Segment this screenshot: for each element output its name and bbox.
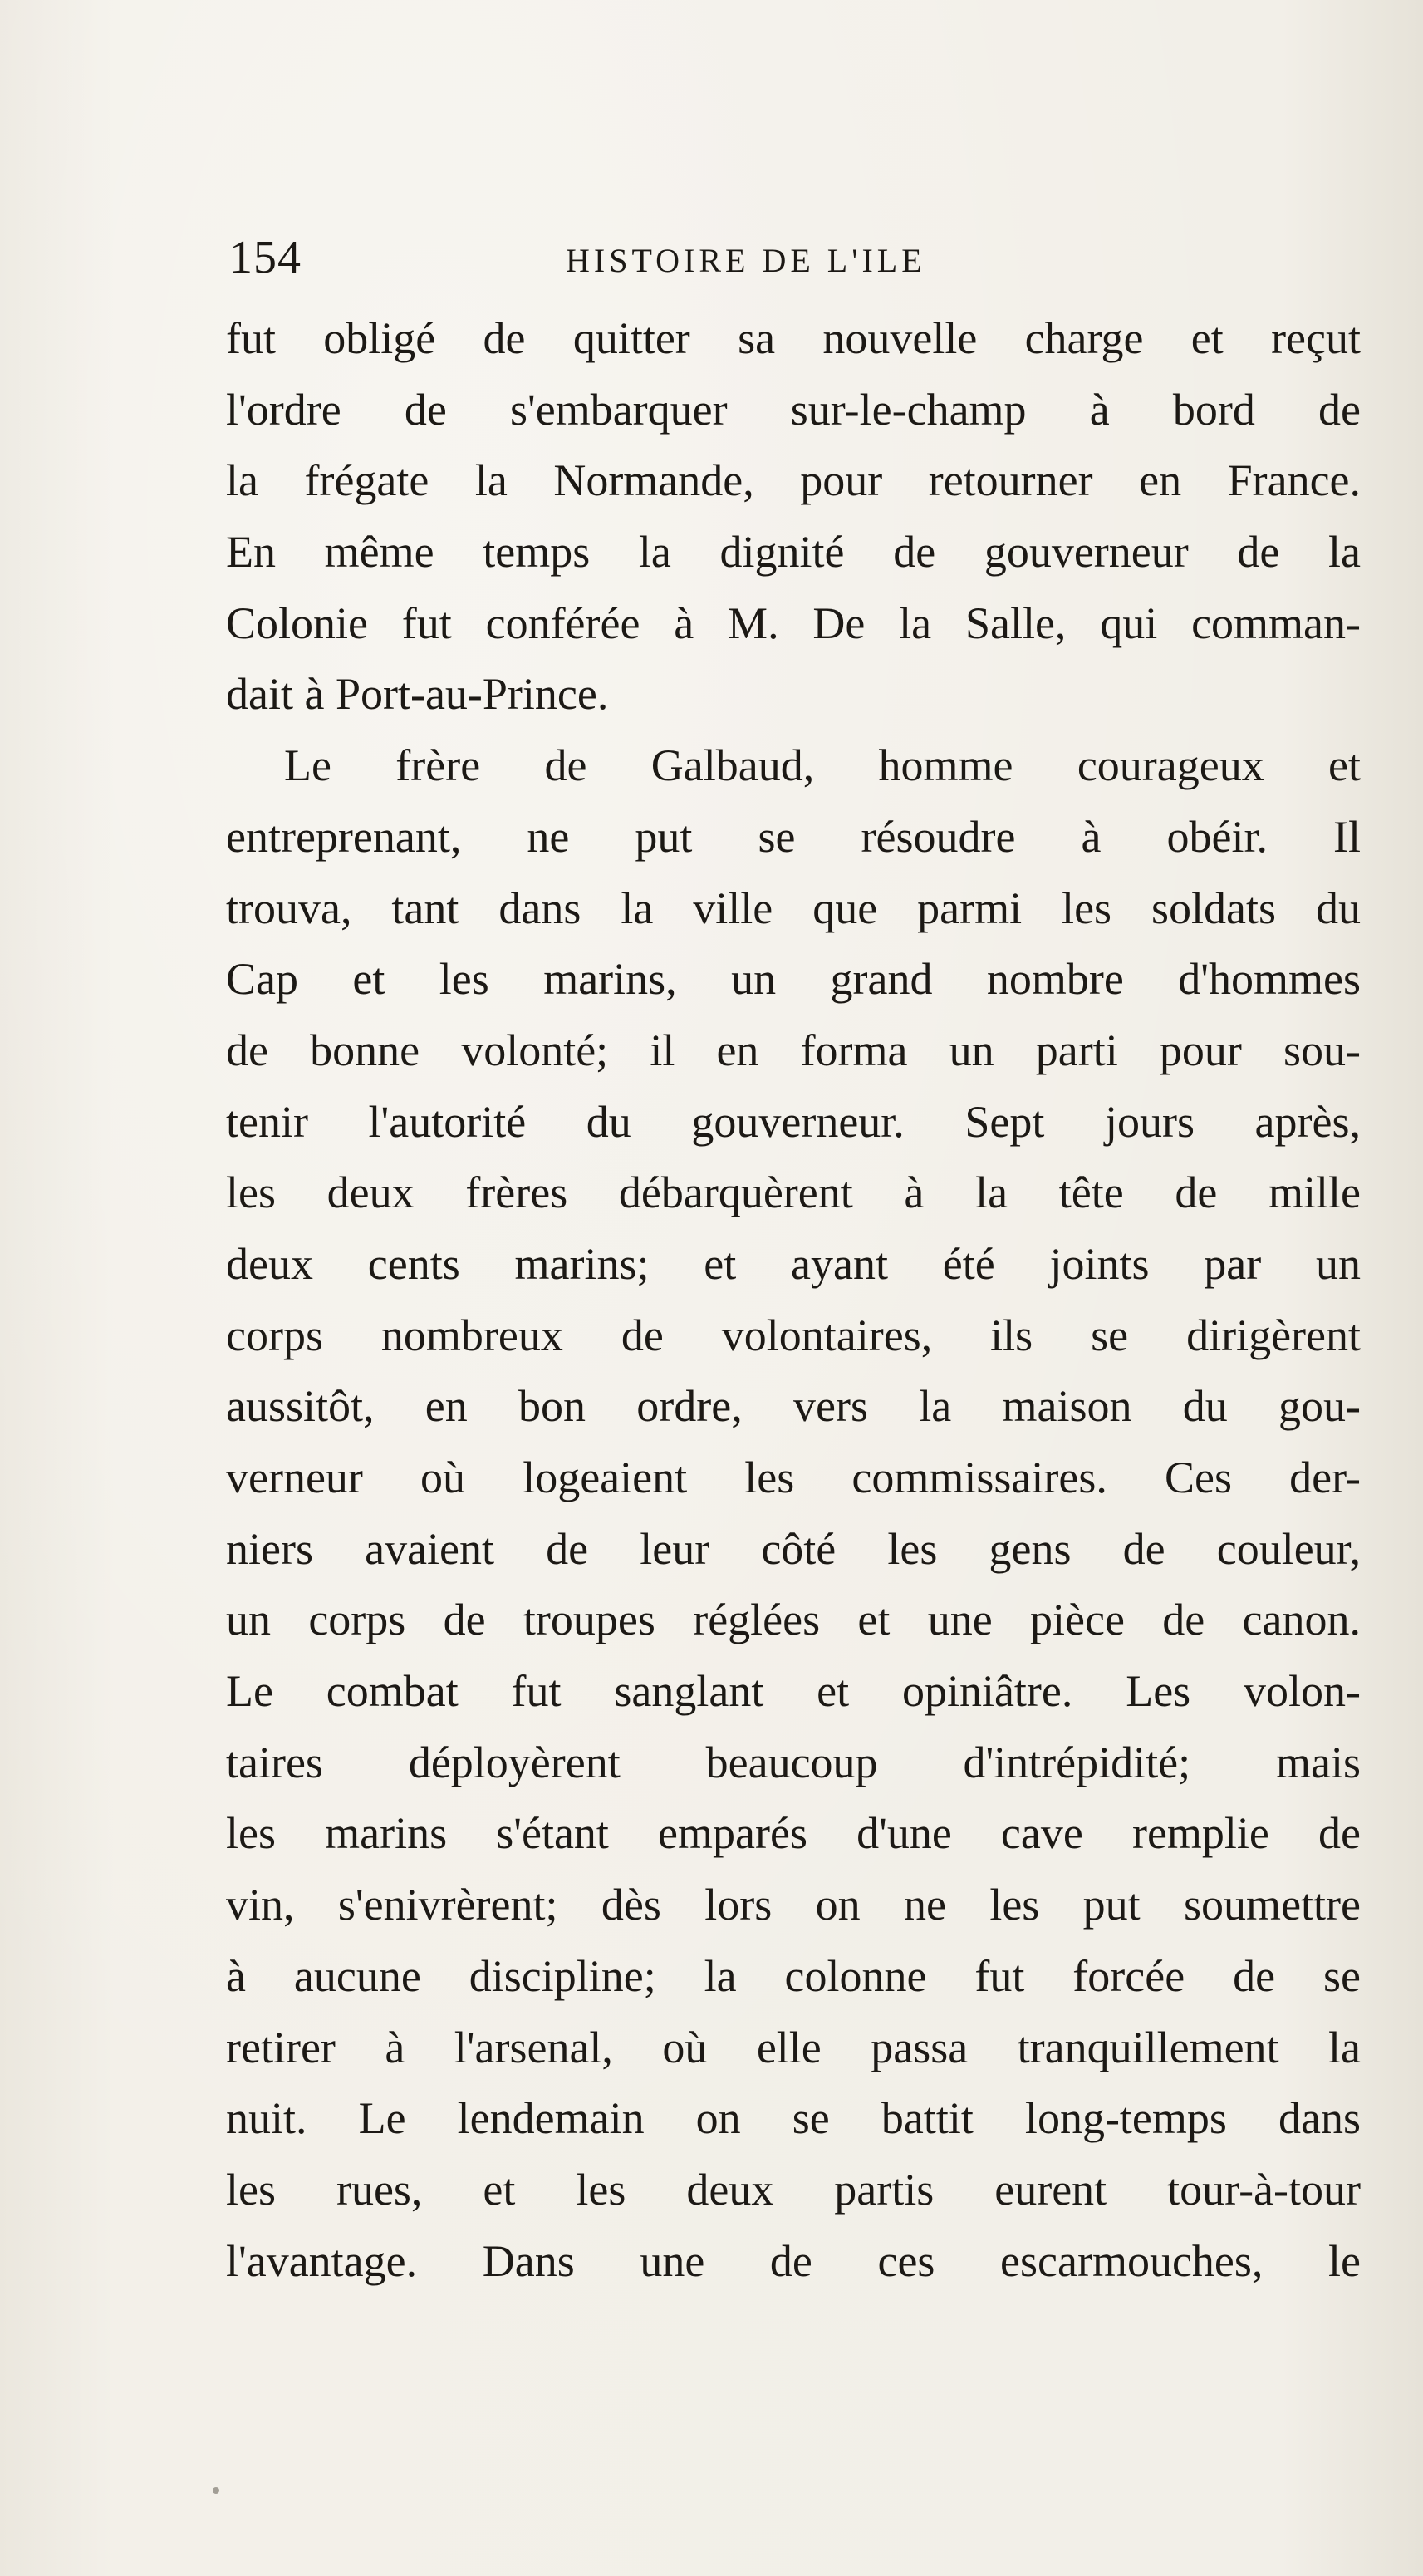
text-line: verneur où logeaient les commissaires. Ces der-: [226, 1453, 1361, 1502]
text-line: nuit. Le lendemain on se battit long-temps dans: [226, 2093, 1361, 2144]
page-number: 154: [229, 232, 302, 283]
text-line: Le frère de Galbaud, homme courageux et: [284, 740, 1361, 791]
text-line: la frégate la Normande, pour retourner en France.: [226, 455, 1361, 506]
text-line: Le combat fut sanglant et opiniâtre. Les volon-: [226, 1666, 1361, 1717]
text-line: deux cents marins; et ayant été joints par un: [226, 1238, 1361, 1289]
paragraph-1: [226, 303, 1361, 730]
text-line: corps nombreux de volontaires, ils se dirigèrent: [226, 1310, 1361, 1360]
paragraph-2: [226, 730, 1361, 2297]
text-line: tenir l'autorité du gouverneur. Sept jours après,: [226, 1096, 1361, 1147]
text-line: un corps de troupes réglées et une pièce de canon.: [226, 1595, 1361, 1645]
running-head: HISTOIRE DE L'ILE: [566, 242, 926, 279]
text-line: Colonie fut conférée à M. De la Salle, qui comman-: [226, 597, 1361, 648]
text-line: entreprenant, ne put se résoudre à obéir. Il: [226, 811, 1361, 862]
text-line: Cap et les marins, un grand nombre d'hommes: [226, 954, 1361, 1005]
body-text: [226, 303, 1361, 2297]
page-header: [229, 223, 1351, 297]
text-line: les marins s'étant emparés d'une cave remplie de: [226, 1808, 1361, 1859]
text-line: En même temps la dignité de gouverneur de la: [226, 527, 1361, 578]
paper-speck: [213, 2487, 219, 2494]
text-line: aussitôt, en bon ordre, vers la maison du gou-: [226, 1381, 1361, 1432]
text-line: taires déployèrent beaucoup d'intrépidité; mais: [226, 1737, 1361, 1787]
text-line: à aucune discipline; la colonne fut forcée de se: [226, 1950, 1361, 2001]
text-line: les rues, et les deux partis eurent tour-à-tour: [226, 2164, 1361, 2215]
text-line: de bonne volonté; il en forma un parti pour sou-: [226, 1025, 1361, 1075]
text-line: dait à Port-au-Prince.: [226, 669, 609, 720]
text-line: l'avantage. Dans une de ces escarmouches, le: [226, 2235, 1361, 2286]
text-line: trouva, tant dans la ville que parmi les soldats du: [226, 882, 1361, 933]
text-line: niers avaient de leur côté les gens de couleur,: [226, 1523, 1361, 1574]
text-line: les deux frères débarquèrent à la tête de mille: [226, 1168, 1361, 1218]
text-line: retirer à l'arsenal, où elle passa tranquillement la: [226, 2022, 1361, 2072]
text-line: fut obligé de quitter sa nouvelle charge et reçut: [226, 313, 1361, 363]
text-line: vin, s'enivrèrent; dès lors on ne les put soumettre: [226, 1880, 1361, 1930]
text-line: l'ordre de s'embarquer sur-le-champ à bord de: [226, 384, 1361, 435]
